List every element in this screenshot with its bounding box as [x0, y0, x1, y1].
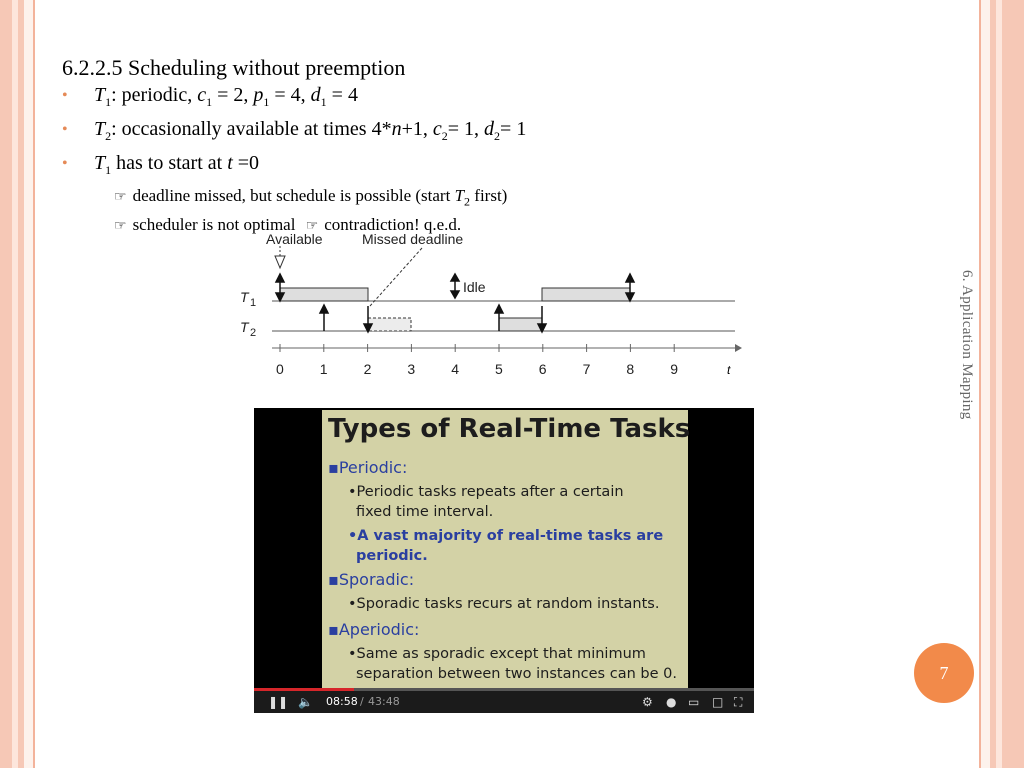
arrow-head	[626, 274, 634, 282]
var-c-val: = 1,	[447, 118, 485, 140]
task-subscript: 2	[464, 194, 471, 209]
video-item-head: Sporadic:	[338, 570, 415, 589]
bullet-icon: •	[62, 121, 68, 138]
pointing-hand-icon: ☞	[305, 219, 319, 235]
miniplayer-icon[interactable]: □	[712, 695, 724, 709]
var-p: p	[253, 84, 264, 106]
settings-gear-icon[interactable]: ⚙	[642, 695, 653, 709]
var-t-val: =0	[232, 152, 260, 174]
pointing-hand-icon: ☞	[114, 190, 127, 205]
left-decorative-border	[0, 0, 40, 768]
slide-content	[62, 54, 922, 239]
video-item-line: •Sporadic tasks recurs at random instants.	[348, 596, 660, 612]
video-progress-bar[interactable]	[254, 688, 754, 691]
time-tick-label: 2	[363, 361, 372, 377]
time-tick-label: 0	[276, 361, 284, 377]
video-item-aperiodic: ▪Aperiodic:	[328, 620, 420, 639]
bullet-list	[62, 82, 922, 184]
arrow-head	[276, 274, 284, 282]
label-available: Available	[266, 231, 323, 247]
time-tick-label: 4	[451, 361, 459, 377]
pause-icon[interactable]: ❚❚	[268, 695, 289, 709]
theater-mode-icon[interactable]: ▭	[688, 695, 700, 709]
task-symbol: T	[94, 118, 106, 140]
task1-bar-2	[542, 288, 630, 301]
video-frame-slide	[322, 410, 691, 692]
var-d-val: = 1	[500, 118, 527, 140]
fullscreen-icon[interactable]: ⛶	[734, 695, 743, 709]
slide-heading: 6.2.2.5 Scheduling without preemption	[62, 55, 406, 80]
time-tick-label: 7	[582, 361, 591, 377]
sub-bullet-text: deadline missed, but schedule is possible (start	[132, 186, 455, 205]
video-item-line: •Same as sporadic except that minimum	[348, 646, 646, 662]
time-tick-label: 8	[626, 361, 635, 377]
arrow-head	[495, 305, 503, 313]
video-controls	[254, 691, 754, 713]
video-time-separator: /	[360, 695, 364, 708]
task-symbol: T	[94, 84, 106, 106]
time-tick-label: 9	[670, 361, 678, 377]
task1-label: T	[240, 289, 249, 305]
task-symbol: T	[94, 152, 106, 174]
label-idle: Idle	[463, 279, 486, 295]
task-symbol: T	[454, 186, 465, 205]
bullet-item-1	[62, 82, 922, 116]
bullet-item-2	[62, 116, 922, 150]
video-item-emphasis: periodic.	[356, 548, 428, 564]
var-d-sub: 1	[320, 95, 327, 109]
sub-bullet-1	[62, 184, 922, 213]
annotations-icon[interactable]: ●	[666, 695, 677, 709]
time-ticks	[276, 344, 678, 377]
var-c: c	[197, 84, 207, 106]
label-missed-deadline: Missed deadline	[362, 231, 464, 247]
time-tick-label: 1	[319, 361, 328, 377]
time-tick-label: 5	[495, 361, 503, 377]
var-c-val: = 2,	[212, 84, 254, 106]
video-time-current: 08:58	[326, 695, 358, 708]
var-d: d	[310, 84, 321, 106]
var-c-sub: 1	[206, 95, 213, 109]
arrow-head	[320, 305, 328, 313]
time-tick-label: 3	[407, 361, 416, 377]
bullet-text: : periodic,	[111, 84, 198, 106]
task1-bar-1	[280, 288, 368, 301]
available-marker-icon	[275, 256, 285, 268]
task2-sub: 2	[250, 327, 257, 339]
video-item-line: separation between two instances can be 0.	[356, 666, 677, 682]
video-item-emphasis: •A vast majority of real-time tasks are	[348, 528, 664, 544]
sub-bullet-text: scheduler is not optimal	[132, 215, 296, 235]
arrow-head	[451, 291, 459, 298]
var-d-sub: 2	[494, 129, 501, 143]
missed-deadline-pointer	[370, 248, 422, 306]
var-c: c	[432, 118, 442, 140]
video-progress-fill	[254, 688, 354, 691]
video-item-head: Periodic:	[338, 458, 408, 477]
pointing-hand-icon: ☞	[114, 219, 127, 235]
task-subscript: 1	[105, 163, 112, 177]
var-t: t	[227, 152, 233, 174]
task2-label: T	[240, 319, 249, 335]
bullet-icon: •	[62, 87, 68, 104]
bullet-text: has to start at	[111, 152, 228, 174]
page-number-badge: 7	[914, 643, 974, 703]
bullet-item-3	[62, 150, 922, 184]
task2-bar	[499, 318, 542, 331]
var-p-val: = 4,	[269, 84, 311, 106]
var-d: d	[484, 118, 495, 140]
task-subscript: 2	[105, 129, 112, 143]
video-item-line: •Periodic tasks repeats after a certain	[348, 484, 624, 500]
video-slide-title: Types of Real-Time Tasks	[328, 414, 691, 444]
video-time-total: 43:48	[368, 695, 400, 708]
arrow-head	[451, 274, 459, 281]
video-item-line: fixed time interval.	[356, 504, 494, 520]
bullet-icon: •	[62, 155, 68, 172]
sub-bullet-text-tail: contradiction! q.e.d.	[324, 215, 462, 235]
time-axis-arrow	[735, 344, 742, 352]
time-axis-label: t	[727, 363, 731, 377]
task2-missed-bar	[368, 318, 411, 331]
var-c-sub: 2	[441, 129, 448, 143]
video-player[interactable]	[254, 408, 754, 713]
task-subscript: 1	[105, 95, 112, 109]
right-decorative-border	[976, 0, 1024, 768]
time-tick-label: 6	[538, 361, 547, 377]
scheduling-diagram	[232, 226, 742, 386]
video-item-sporadic: ▪Sporadic:	[328, 570, 415, 589]
var-d-val: = 4	[326, 84, 358, 106]
bullet-text: : occasionally available at times 4*	[111, 118, 392, 140]
var-p-sub: 1	[263, 95, 270, 109]
sub-bullet-text-tail: first)	[470, 186, 508, 205]
bullet-text-tail: +1,	[401, 118, 433, 140]
task1-sub: 1	[250, 297, 257, 309]
var-n: n	[391, 118, 402, 140]
video-item-periodic: ▪Periodic:	[328, 458, 408, 477]
section-side-label: 6. Application Mapping	[959, 270, 975, 420]
volume-icon[interactable]: 🔈	[298, 695, 313, 709]
video-item-head: Aperiodic:	[338, 620, 420, 639]
